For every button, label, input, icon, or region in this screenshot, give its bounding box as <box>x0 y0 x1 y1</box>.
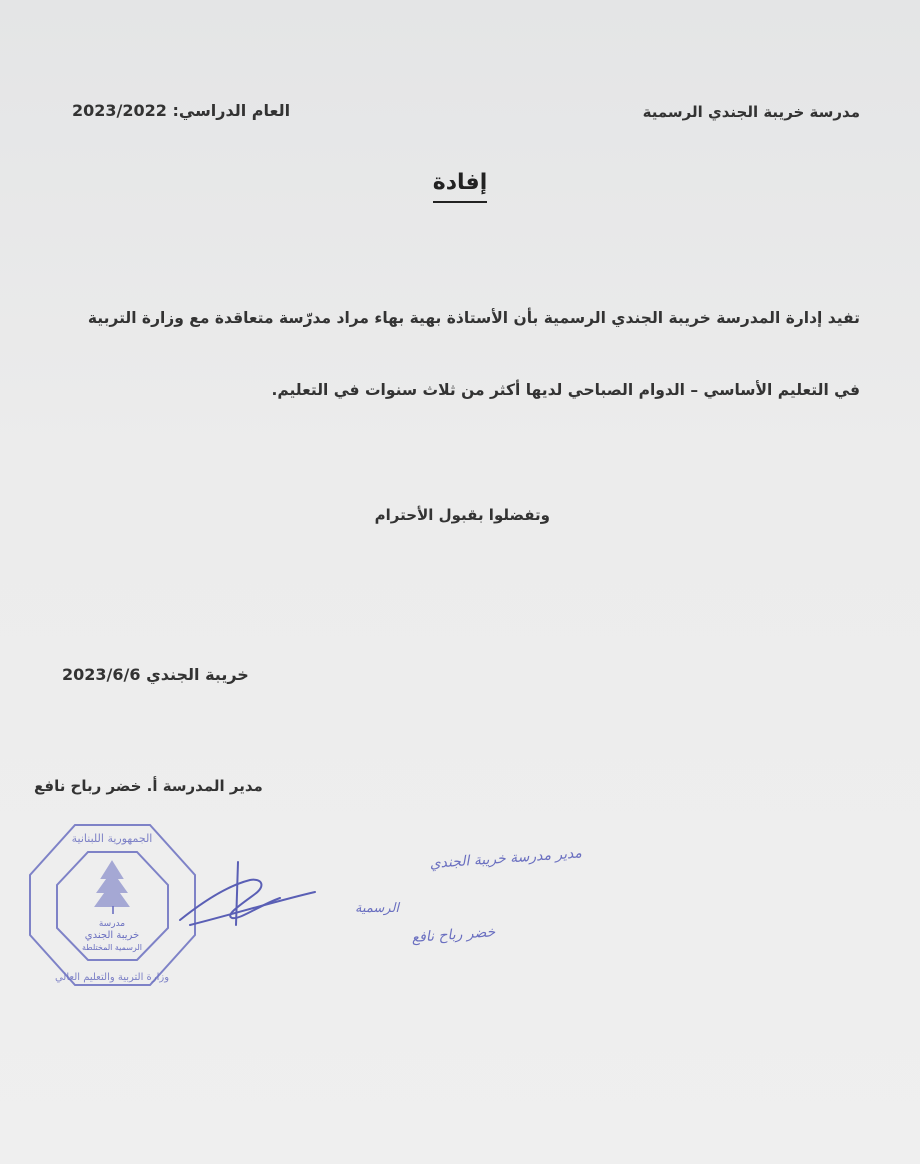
date: 2023/6/6 <box>62 665 141 684</box>
signature-note-line-1: مدير مدرسة خريبة الجندي <box>429 845 583 872</box>
place-date <box>62 665 249 684</box>
academic-year-value: 2023/2022 <box>72 101 167 120</box>
stamp-inner-line-2: خريبة الجندي <box>84 930 140 941</box>
body-line-2: في التعليم الأساسي – الدوام الصباحي لديها أكثر من ثلاث سنوات في التعليم. <box>271 381 860 399</box>
document-title-text: إفادة <box>433 170 487 203</box>
director-name: مدير المدرسة أ. خضر رباح نافع <box>34 777 263 795</box>
signature-note-line-3: خضر رباح نافع <box>411 924 496 946</box>
closing-text: وتفضلوا بقبول الأحترام <box>374 506 550 524</box>
school-name: مدرسة خريبة الجندي الرسمية <box>642 103 860 121</box>
academic-year <box>72 101 290 120</box>
place: خريبة الجندي <box>146 665 249 684</box>
cedar-icon <box>96 862 128 906</box>
stamp-inner-line-3: الرسمية المختلطة <box>81 943 143 952</box>
stamp-inner-line-1: مدرسة <box>98 919 126 929</box>
signature-note-line-2: الرسمية <box>355 901 400 916</box>
body-line-1: تفيد إدارة المدرسة خريبة الجندي الرسمية بأن الأستاذة بهية بهاء مراد مدرّسة متعاقدة مع وزارة التربية <box>87 309 860 327</box>
document-title <box>0 170 920 195</box>
stamp-and-signature <box>0 790 583 1010</box>
stamp-outer-top-text: الجمهورية اللبنانية <box>71 832 153 845</box>
official-stamp <box>30 825 195 985</box>
stamp-outer-bottom-text: وزارة التربية والتعليم العالي <box>54 972 170 983</box>
signature <box>180 862 315 925</box>
academic-year-label: العام الدراسي: <box>172 101 291 120</box>
